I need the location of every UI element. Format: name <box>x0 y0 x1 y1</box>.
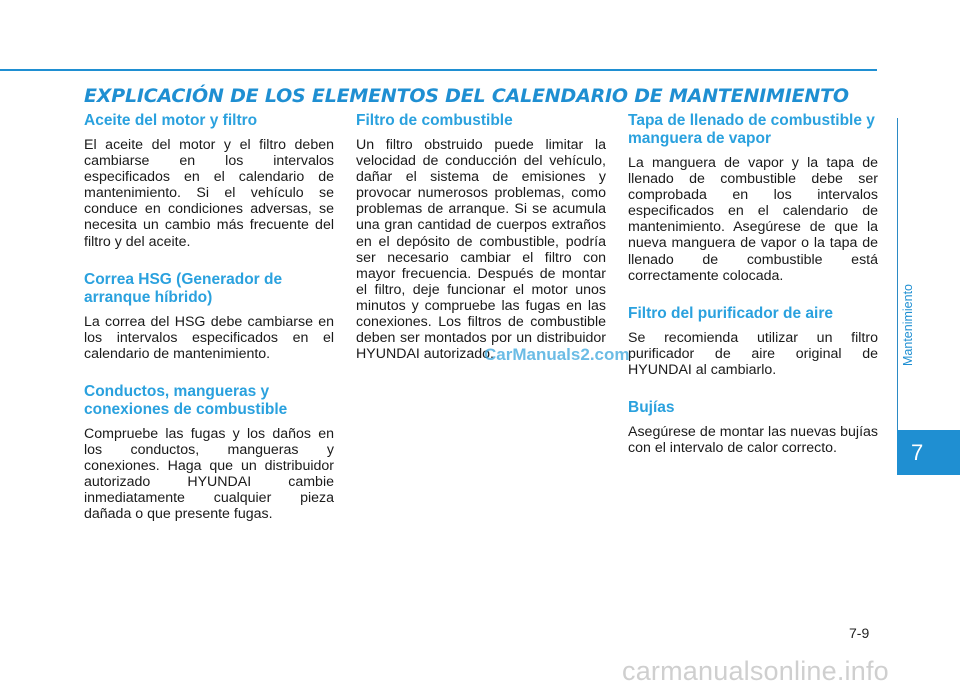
page-number: 7-9 <box>849 625 870 641</box>
column-2 <box>356 112 606 383</box>
sidebar-label-text: Mantenimiento <box>901 284 915 366</box>
section-title: Bujías <box>628 399 675 417</box>
section-title: Conductos, mangueras y conexiones de combustible <box>84 382 288 418</box>
section-body: Compruebe las fugas y los daños en los conductos, mangueras y conexiones. Haga que un distribuidor autorizado HYUNDAI cambie inmediatamente cualquier pieza dañada o que presente fugas. <box>84 425 334 523</box>
section-body: La manguera de vapor y la tapa de llenado de combustible debe ser comprobada en los intervalos especificados en el calendario de mantenimiento. Asegúrese de que la nueva manguera de vapor o la tapa de llenado de combustible está correctamente colocada. <box>628 155 878 284</box>
section-body: Asegúrese de montar las nuevas bujías con el intervalo de calor correcto. <box>628 424 878 457</box>
section-title: Tapa de llenado de combustible y manguera de vapor <box>628 112 875 147</box>
section-body: Se recomienda utilizar un filtro purificador de aire original de HYUNDAI al cambiarlo. <box>628 329 878 378</box>
column-3 <box>628 112 878 477</box>
section-title: Aceite del motor y filtro <box>84 112 258 129</box>
sidebar-rule <box>897 118 898 473</box>
page-title: EXPLICACIÓN DE LOS ELEMENTOS DEL CALENDARIO DE MANTENIMIENTO <box>84 85 849 107</box>
section-body: La correa del HSG debe cambiarse en los intervalos especificados en el calendario de mantenimiento. <box>84 313 334 362</box>
section-body: Un filtro obstruido puede limitar la velocidad de conducción del vehículo, dañar el sistema de emisiones y provocar numerosos problemas, como problemas de arranque. Si se acumula una gran cantidad de cuerpos extraños en el depósito de combustible, podría ser necesario cambiar el filtro con mayor frecuencia. Después de montar el filtro, deje funcionar el motor unos minutos y compruebe las fugas en las conexiones. Los filtros de combustible deben ser montados por un distribuidor HYUNDAI autorizado. <box>356 137 606 363</box>
section-body: El aceite del motor y el filtro deben cambiarse en los intervalos especificados en el calendario de mantenimiento. Si el vehículo se conduce en condiciones adversas, se necesita un cambio más frecuente del filtro y del aceite. <box>84 137 334 250</box>
chapter-tab <box>897 430 960 475</box>
chapter-number: 7 <box>911 439 924 465</box>
watermark-bottom: carmanualsonline.info <box>622 656 889 686</box>
column-1 <box>84 112 334 544</box>
section-title: Filtro de combustible <box>356 112 513 129</box>
section-title: Filtro del purificador de aire <box>628 304 833 322</box>
top-rule <box>0 69 877 71</box>
watermark-middle: CarManuals2.com <box>484 345 630 364</box>
section-title: Correa HSG (Generador de arranque híbrido) <box>84 270 283 306</box>
